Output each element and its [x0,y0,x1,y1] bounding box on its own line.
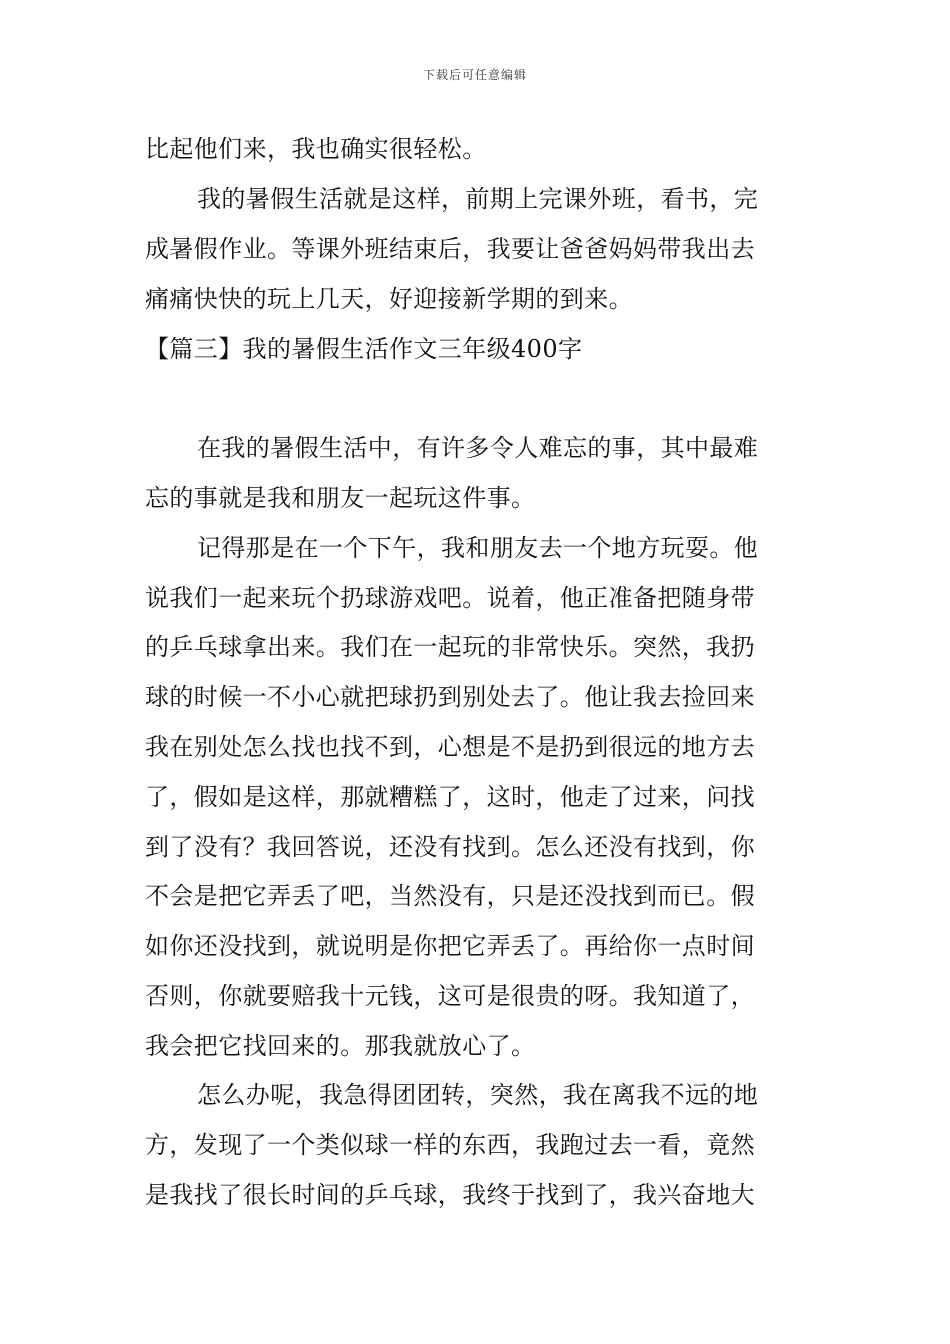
text-line: 怎么办呢，我急得团团转，突然，我在离我不远的地 [197,1081,759,1109]
text-line: 是我找了很长时间的乒乓球，我终于找到了，我兴奋地大 [145,1181,755,1209]
text-line: 如你还没找到，就说明是你把它弄丢了。再给你一点时间 [145,932,755,960]
section-heading: 【篇三】我的暑假生活作文三年级400字 [145,335,583,363]
header-note: 下载后可任意编辑 [422,68,527,82]
text-line: 不会是把它弄丢了吧，当然没有，只是还没找到而已。假 [145,882,755,910]
text-line: 到了没有？我回答说，还没有找到。怎么还没有找到，你 [145,833,755,861]
text-line: 我在别处怎么找也找不到，心想是不是扔到很远的地方去 [145,733,755,761]
text-line: 我的暑假生活就是这样，前期上完课外班，看书，完 [197,185,759,213]
text-line: 在我的暑假生活中，有许多令人难忘的事，其中最难 [197,434,759,462]
text-line: 了，假如是这样，那就糟糕了，这时，他走了过来，问找 [145,783,755,811]
text-line: 忘的事就是我和朋友一起玩这件事。 [145,484,536,512]
text-line: 痛痛快快的玩上几天，好迎接新学期的到来。 [145,285,633,313]
text-line: 说我们一起来玩个扔球游戏吧。说着，他正准备把随身带 [145,584,755,612]
text-line: 的乒乓球拿出来。我们在一起玩的非常快乐。突然，我扔 [145,633,755,661]
text-line: 否则，你就要赔我十元钱，这可是很贵的呀。我知道了， [145,982,755,1010]
text-line: 记得那是在一个下午，我和朋友去一个地方玩耍。他 [197,534,759,562]
text-line: 球的时候一不小心就把球扔到别处去了。他让我去捡回来 [145,683,755,711]
text-line: 方，发现了一个类似球一样的东西，我跑过去一看，竟然 [145,1131,755,1159]
text-line: 我会把它找回来的。那我就放心了。 [145,1032,536,1060]
text-line: 比起他们来，我也确实很轻松。 [145,135,487,163]
text-line: 成暑假作业。等课外班结束后，我要让爸爸妈妈带我出去 [145,235,755,263]
